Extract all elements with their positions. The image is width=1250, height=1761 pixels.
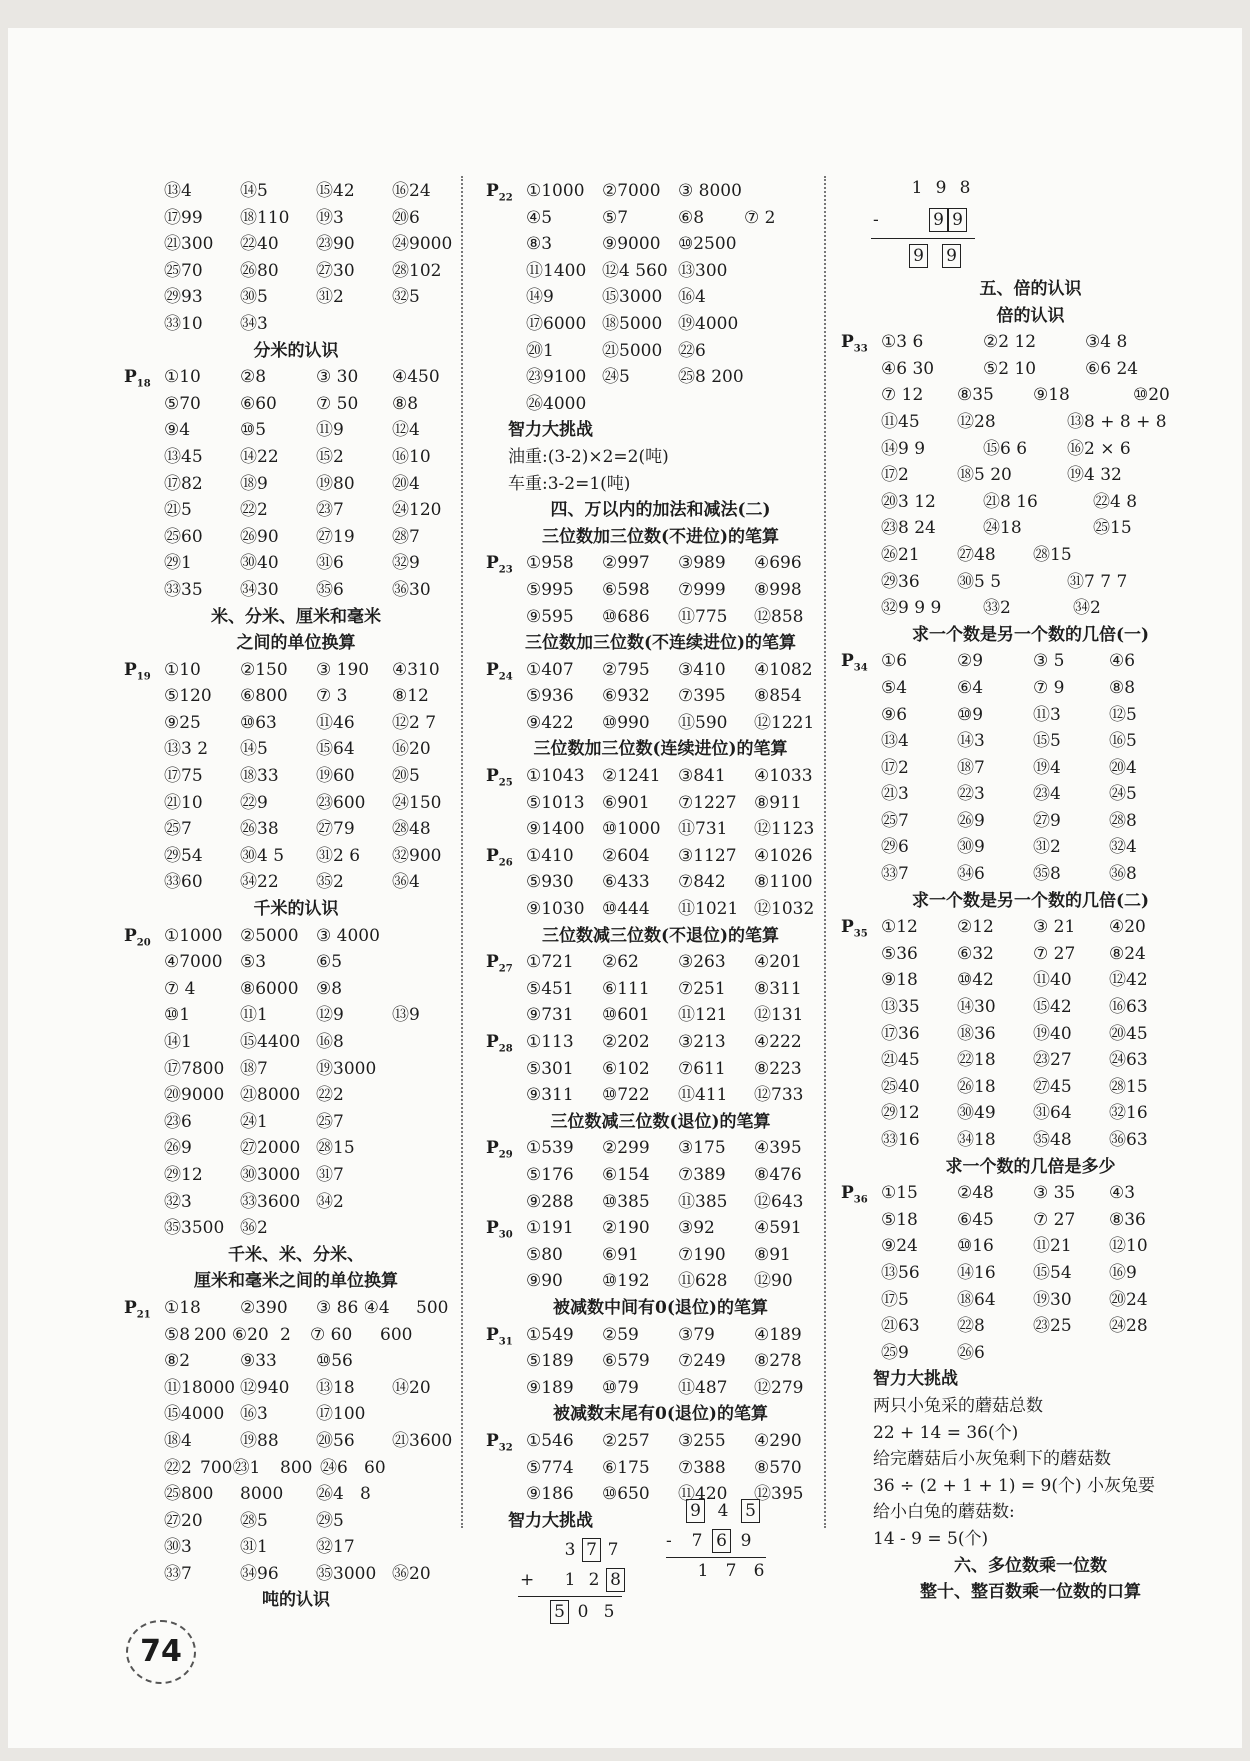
answer-row: ④5 ⑤7 ⑥8 ⑦ 2	[526, 207, 776, 228]
answer-row: ㉑5 ㉒2 ㉓7 ㉔120	[164, 500, 442, 521]
section-heading: 倍的认识	[996, 305, 1065, 326]
answer-row: $P_{28}$ ①113 ②202 ③213 ④222	[488, 1029, 833, 1056]
answer-row: ⑳3 12 ㉑8 16 ㉒4 8	[881, 491, 1138, 512]
answer-row: ㉓9100 ㉔5 ㉕8 200	[526, 367, 744, 388]
answer-row: ㉖4000	[526, 393, 587, 414]
answer-row: ㉗20 ㉘5 ㉙5	[164, 1510, 344, 1531]
answer-row: ㉕40 ㉖18 ㉗45 ㉘15	[881, 1076, 1148, 1097]
answer-row: ⑰5 ⑱64 ⑲30 ⑳24	[881, 1289, 1148, 1310]
answer-row: ⑬56 ⑭16 ⑮54 ⑯9	[881, 1262, 1137, 1283]
answer-row: ⑤301 ⑥102 ⑦611 ⑧223	[526, 1058, 802, 1079]
vertical-subtraction: 1 9 8 - 9 9 9 9	[843, 178, 1218, 276]
answer-row: $P_{31}$ ①549 ②59 ③79 ④189	[488, 1322, 833, 1349]
page-ref: $P_{36}$	[841, 1183, 868, 1206]
answer-row: $P_{18}$ ①10 ②8 ③ 30 ④450	[126, 364, 466, 391]
page-ref: $P_{22}$	[486, 181, 513, 204]
answer-group-p27	[488, 949, 833, 1109]
answer-row: ⑱4 ⑲88 ⑳56 ㉑3600	[164, 1430, 453, 1451]
answer-row: ㉟3500 ㊱2	[164, 1218, 268, 1239]
answer-row: ㉙12 ㉚3000 ㉛7	[164, 1164, 344, 1185]
answer-row: ⑨24 ⑩16 ⑪21 ⑫10	[881, 1236, 1148, 1257]
answer-row: ㉕800 8000 ㉖4 8	[164, 1484, 371, 1505]
answer-row: ㉙1 ㉚40 ㉛6 ㉜9	[164, 553, 420, 574]
vertical-addition: 3 7 7 + 1 2 8 5 0 5	[488, 1534, 833, 1626]
section-heading: 之间的单位换算	[236, 633, 356, 654]
answer-row: ㉙54 ㉚4 5 ㉛2 6 ㉜900	[164, 845, 442, 866]
answer-row: ⑰6000 ⑱5000 ⑲4000	[526, 313, 739, 334]
answer-row: ⑰7800 ⑱7 ⑲3000	[164, 1058, 377, 1079]
text-line: 36 ÷ (2 + 1 + 1) = 9(个) 小灰兔要	[873, 1475, 1156, 1496]
answer-row: $P_{24}$ ①407 ②795 ③410 ④1082	[488, 657, 833, 684]
column-middle	[488, 178, 833, 1626]
answer-row: ㉖21 ㉗48 ㉘15	[881, 544, 1072, 565]
page-ref: $P_{23}$	[486, 553, 513, 576]
answer-group-p20	[126, 923, 466, 1242]
answer-row: ㉓6 ㉔1 ㉕7	[164, 1111, 344, 1132]
answer-row: ⑤70 ⑥60 ⑦ 50 ⑧8	[164, 393, 419, 414]
answer-row: ㉕7 ㉖38 ㉗79 ㉘48	[164, 819, 431, 840]
answer-group-p29	[488, 1135, 833, 1295]
answer-row: ⑭9 9 ⑮6 6 ⑯2 × 6	[881, 438, 1131, 459]
answer-row: ⑨731 ⑩601 ⑪121 ⑫131	[526, 1005, 804, 1026]
page-ref: $P_{25}$	[486, 766, 513, 789]
answer-row: ⑤80 ⑥91 ⑦190 ⑧91	[526, 1244, 791, 1265]
answer-row: $P_{21}$ ①18 ②390 ③ 86 ④4 500	[126, 1295, 466, 1322]
page-ref: $P_{24}$	[486, 659, 513, 683]
answer-row: ⑤930 ⑥433 ⑦842 ⑧1100	[526, 872, 813, 893]
answer-row: $P_{36}$ ①15 ②48 ③ 35 ④3	[843, 1180, 1218, 1207]
page-ref: $P_{27}$	[486, 952, 513, 975]
section-heading: 米、分米、厘米和毫米	[211, 606, 381, 627]
answer-row: ⑨6 ⑩9 ⑪3 ⑫5	[881, 704, 1137, 725]
answer-row: ⑨18 ⑩42 ⑪40 ⑫42	[881, 970, 1148, 991]
answer-row: ㉑300 ㉒40 ㉓90 ㉔9000	[164, 234, 453, 255]
answer-row: ㉓8 24 ㉔18 ㉕15	[881, 518, 1132, 539]
page-ref: $P_{29}$	[486, 1138, 513, 1161]
answer-row: ⑩1 ⑪1 ⑫9 ⑬9	[164, 1005, 420, 1026]
challenge-title: 智力大挑战	[873, 1369, 958, 1390]
answer-row: ⑬35 ⑭30 ⑮42 ⑯63	[881, 997, 1148, 1018]
answer-row: ㉖9 ㉗2000 ㉘15	[164, 1138, 355, 1159]
answer-row: ㉑63 ㉒8 ㉓25 ㉔28	[881, 1316, 1148, 1337]
answer-row: ㉝10 ㉞3	[164, 313, 268, 334]
answer-row: ⑤1013 ⑥901 ⑦1227 ⑧911	[526, 792, 802, 813]
text-line: 油重:(3-2)×2=2(吨)	[508, 446, 669, 467]
answer-row: ⑧3 ⑨9000 ⑩2500	[526, 234, 737, 255]
answer-row: ㉕60 ㉖90 ㉗19 ㉘7	[164, 526, 420, 547]
answer-row: ㉜9 9 9 ㉝2 ㉞2	[881, 598, 1101, 619]
text-line: 14 - 9 = 5(个)	[873, 1528, 989, 1549]
answer-row: ⑨186 ⑩650 ⑪420 ⑫395	[526, 1484, 804, 1505]
answer-group-p36	[843, 1180, 1218, 1366]
section-heading: 千米、米、分米、	[228, 1244, 364, 1265]
answer-row: ㉝60 ㉞22 ㉟2 ㊱4	[164, 872, 420, 893]
answer-row: $P_{27}$ ①721 ②62 ③263 ④201	[488, 949, 833, 976]
section-heading: 三位数减三位数(退位)的笔算	[550, 1111, 771, 1132]
answer-row: ㉚3 ㉛1 ㉜17	[164, 1537, 355, 1558]
answer-row: ⑨25 ⑩63 ⑪46 ⑫2 7	[164, 712, 437, 733]
answer-row: ⑤936 ⑥932 ⑦395 ⑧854	[526, 686, 802, 707]
answer-row: ⑬45 ⑭22 ⑮2 ⑯10	[164, 446, 431, 467]
answer-row: $P_{34}$ ①6 ②9 ③ 5 ④6	[843, 648, 1218, 675]
answer-group-p18	[126, 364, 466, 603]
answer-row: ⑨311 ⑩722 ⑪411 ⑫733	[526, 1085, 804, 1106]
answer-row: ⑤36 ⑥32 ⑦ 27 ⑧24	[881, 943, 1146, 964]
section-heading: 求一个数是另一个数的几倍(二)	[911, 890, 1150, 911]
answer-row: $P_{26}$ ①410 ②604 ③1127 ④1026	[488, 843, 833, 870]
answer-row: ㉝7 ㉞6 ㉟8 ㊱8	[881, 864, 1137, 885]
section-heading: 千米的认识	[253, 899, 339, 920]
answer-row: ⑨189 ⑩79 ⑪487 ⑫279	[526, 1377, 804, 1398]
answer-group-p21	[126, 1295, 466, 1588]
page-ref: $P_{21}$	[124, 1297, 151, 1321]
answer-row: ⑨422 ⑩990 ⑪590 ⑫1221	[526, 712, 815, 733]
answer-row: $P_{25}$ ①1043 ②1241 ③841 ④1033	[488, 763, 833, 790]
answer-row: ㉕70 ㉖80 ㉗30 ㉘102	[164, 260, 442, 281]
answer-row: ⑬3 2 ⑭5 ⑮64 ⑯20	[164, 739, 431, 760]
answer-row: ㉜3 ㉝3600 ㉞2	[164, 1191, 344, 1212]
answer-row: $P_{29}$ ①539 ②299 ③175 ④395	[488, 1135, 833, 1162]
page-ref: $P_{35}$	[841, 917, 868, 940]
challenge-title: 智力大挑战	[508, 1510, 593, 1531]
answer-row: ④6 30 ⑤2 10 ⑥6 24	[881, 358, 1139, 379]
answer-row: ⑰82 ⑱9 ⑲80 ⑳4	[164, 473, 420, 494]
answer-row: ⑭9 ⑮3000 ⑯4	[526, 287, 706, 308]
answer-group-p35	[843, 914, 1218, 1153]
answer-row: ⑪1400 ⑫4 560 ⑬300	[526, 260, 728, 281]
answer-row: $P_{20}$ ①1000 ②5000 ③ 4000	[126, 923, 466, 950]
answer-row: ⑧2 ⑨33 ⑩56	[164, 1351, 353, 1372]
answer-row: ⑤4 ⑥4 ⑦ 9 ⑧8	[881, 677, 1136, 698]
answer-row: ⑳9000 ㉑8000 ㉒2	[164, 1085, 344, 1106]
answer-row: ⑨1400 ⑩1000 ⑪731 ⑫1123	[526, 819, 815, 840]
answer-row: ⑤176 ⑥154 ⑦389 ⑧476	[526, 1164, 802, 1185]
section-heading: 四、万以内的加法和减法(二)	[550, 500, 771, 521]
answer-row: ⑨1030 ⑩444 ⑪1021 ⑫1032	[526, 899, 815, 920]
section-heading: 三位数加三位数(不进位)的笔算	[541, 526, 780, 547]
page-ref: $P_{26}$	[486, 845, 513, 869]
answer-row: ⑨595 ⑩686 ⑪775 ⑫858	[526, 606, 804, 627]
answer-row: ㉙12 ㉚49 ㉛64 ㉜16	[881, 1103, 1148, 1124]
answer-row: ⑤8 200 ⑥20 2 ⑦ 60 600	[164, 1324, 413, 1345]
section-heading: 厘米和毫米之间的单位换算	[194, 1271, 398, 1292]
text-line: 22 + 14 = 36(个)	[873, 1422, 1019, 1443]
answer-group-p33	[843, 329, 1218, 622]
section-heading: 被减数中间有0(退位)的笔算	[553, 1297, 768, 1318]
answer-row: ㉝7 ㉞96 ㉟3000 ㊱20	[164, 1563, 431, 1584]
section-heading: 被减数末尾有0(退位)的笔算	[553, 1404, 768, 1425]
section-heading: 五、倍的认识	[979, 279, 1082, 299]
answer-row: ㉕7 ㉖9 ㉗9 ㉘8	[881, 810, 1137, 831]
answer-row: ⑦ 4 ⑧6000 ⑨8	[164, 978, 343, 999]
column-right	[843, 178, 1218, 1606]
answer-row: ⑦ 12 ⑧35 ⑨18 ⑩20	[881, 385, 1170, 406]
answer-row: ⑪45 ⑫28 ⑬8 + 8 + 8	[881, 411, 1167, 432]
answer-row: ㉑3 ㉒3 ㉓4 ㉔5	[881, 784, 1137, 805]
answer-page	[8, 28, 1242, 1748]
answer-row: ⑬4 ⑭5 ⑮42 ⑯24	[164, 181, 431, 201]
answer-row: ⑤189 ⑥579 ⑦249 ⑧278	[526, 1351, 802, 1372]
challenge-title: 智力大挑战	[508, 420, 593, 441]
answer-group-p19	[126, 657, 466, 896]
answer-row: ㉙36 ㉚5 5 ㉛7 7 7	[881, 571, 1128, 592]
answer-row: $P_{22}$ ①1000 ②7000 ③ 8000	[488, 178, 833, 205]
section-heading: 分米的认识	[253, 340, 339, 361]
vertical-subtraction: 9 4 5 - 7 6 9 1 7 6	[666, 1501, 765, 1581]
page-ref: $P_{18}$	[124, 367, 151, 390]
page-ref: $P_{33}$	[841, 332, 868, 355]
page-number: 74	[126, 1620, 196, 1684]
answer-row: ㉙6 ㉚9 ㉛2 ㉜4	[881, 837, 1137, 858]
answer-row: ⑤120 ⑥800 ⑦ 3 ⑧12	[164, 686, 429, 707]
answer-row: ⑤18 ⑥45 ⑦ 27 ⑧36	[881, 1209, 1146, 1230]
section-heading: 六、多位数乘一位数	[954, 1555, 1107, 1576]
answer-row: $P_{19}$ ①10 ②150 ③ 190 ④310	[126, 657, 466, 684]
section-heading: 三位数减三位数(不退位)的笔算	[541, 925, 780, 946]
answer-row: ㉒2 700㉓1 800 ㉔6 60	[164, 1457, 386, 1478]
answer-row: ㉑45 ㉒18 ㉓27 ㉔63	[881, 1050, 1148, 1071]
answer-row: ⑰75 ⑱33 ⑲60 ⑳5	[164, 766, 420, 787]
column-left	[126, 178, 466, 1614]
answer-row: ⑬4 ⑭3 ⑮5 ⑯5	[881, 731, 1137, 752]
page-ref: $P_{32}$	[486, 1430, 513, 1454]
answer-group-p25	[488, 763, 833, 923]
answer-row: ⑨4 ⑩5 ⑪9 ⑫4	[164, 420, 420, 441]
answer-row: ⑤995 ⑥598 ⑦999 ⑧998	[526, 579, 802, 600]
answer-row: ⑪18000 ⑫940 ⑬18 ⑭20	[164, 1377, 431, 1398]
page-ref: $P_{20}$	[124, 925, 151, 949]
answer-row: $P_{33}$ ①3 6 ②2 12 ③4 8	[843, 329, 1218, 356]
section-heading: 三位数加三位数(不连续进位)的笔算	[524, 633, 797, 654]
answer-group-p24	[488, 657, 833, 737]
page-ref: $P_{31}$	[486, 1324, 513, 1347]
section-heading: 三位数加三位数(连续进位)的笔算	[533, 739, 788, 760]
text-line: 给完蘑菇后小灰兔剩下的蘑菇数	[873, 1449, 1111, 1470]
page-ref: $P_{30}$	[486, 1218, 513, 1241]
answer-row: $P_{35}$ ①12 ②12 ③ 21 ④20	[843, 914, 1218, 941]
answer-group-p34	[843, 648, 1218, 887]
section-heading: 整十、整百数乘一位数的口算	[920, 1582, 1141, 1603]
answer-row: ⑳1 ㉑5000 ㉒6	[526, 340, 706, 361]
answer-row: ⑨288 ⑩385 ⑪385 ⑫643	[526, 1191, 804, 1212]
section-heading: 求一个数是另一个数的几倍(一)	[911, 624, 1150, 645]
answer-row: ⑰36 ⑱36 ⑲40 ⑳45	[881, 1023, 1148, 1044]
answer-row: ⑮4000 ⑯3 ⑰100	[164, 1404, 366, 1425]
answer-row: ㉑10 ㉒9 ㉓600 ㉔150	[164, 792, 442, 813]
section-heading: 吨的认识	[262, 1590, 330, 1611]
answer-row: ㉝35 ㉞30 ㉟6 ㊱30	[164, 579, 431, 600]
answer-group	[126, 178, 466, 338]
page-ref: $P_{34}$	[841, 651, 868, 674]
answer-row: $P_{23}$ ①958 ②997 ③989 ④696	[488, 550, 833, 577]
answer-group-p22	[488, 178, 833, 417]
answer-group-p23	[488, 550, 833, 630]
page-ref: $P_{28}$	[486, 1032, 513, 1055]
answer-row: ⑰2 ⑱7 ⑲4 ⑳4	[881, 757, 1137, 778]
answer-row: ㉕9 ㉖6	[881, 1342, 985, 1363]
answer-row: ㉝16 ㉞18 ㉟48 ㊱63	[881, 1130, 1148, 1150]
text-line: 两只小兔采的蘑菇总数	[873, 1395, 1043, 1416]
answer-row: ⑨90 ⑩192 ⑪628 ⑫90	[526, 1271, 793, 1292]
answer-row: $P_{30}$ ①191 ②190 ③92 ④591	[488, 1215, 833, 1242]
text-line: 给小白兔的蘑菇数:	[873, 1502, 1015, 1523]
answer-row: ④7000 ⑤3 ⑥5	[164, 952, 343, 973]
answer-row: ⑰99 ⑱110 ⑲3 ⑳6	[164, 207, 420, 228]
answer-row: ㉙93 ㉚5 ㉛2 ㉜5	[164, 287, 420, 308]
answer-row: ⑭1 ⑮4400 ⑯8	[164, 1032, 344, 1052]
answer-row: ⑤451 ⑥111 ⑦251 ⑧311	[526, 978, 802, 999]
answer-row: ⑤774 ⑥175 ⑦388 ⑧570	[526, 1457, 802, 1478]
answer-row: ⑰2 ⑱5 20 ⑲4 32	[881, 465, 1122, 486]
answer-row: $P_{32}$ ①546 ②257 ③255 ④290	[488, 1428, 833, 1455]
section-heading: 求一个数的几倍是多少	[945, 1156, 1116, 1177]
answer-group-p31	[488, 1322, 833, 1402]
text-line: 车重:3-2=1(吨)	[508, 473, 631, 494]
page-ref: $P_{19}$	[124, 659, 151, 683]
